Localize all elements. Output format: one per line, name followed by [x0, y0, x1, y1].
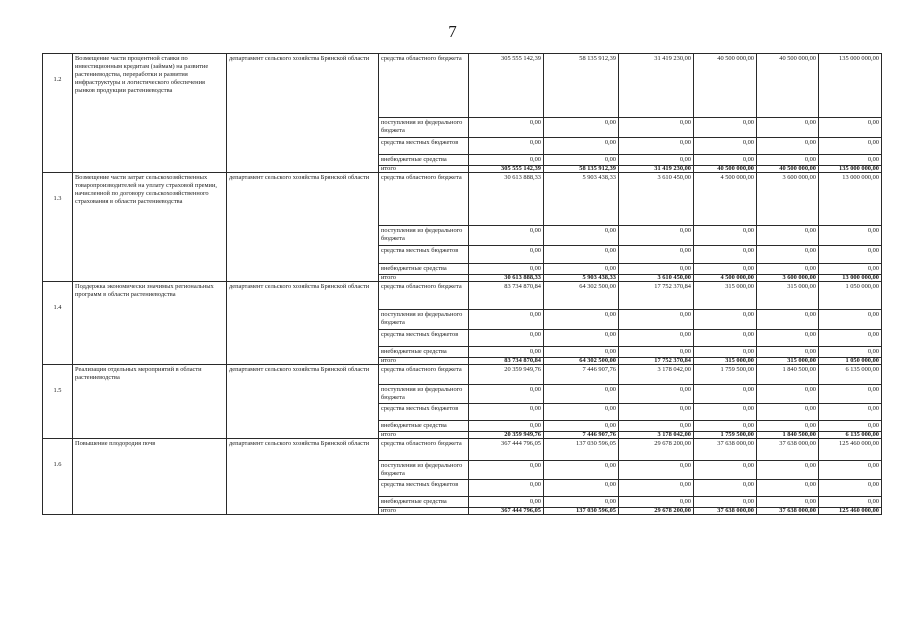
- amount-cell: 30 613 888,33: [469, 173, 544, 226]
- item-number: 1.4: [43, 282, 73, 365]
- amount-cell: 0,00: [619, 246, 694, 264]
- amount-cell: 1 759 500,00: [694, 365, 757, 385]
- amount-cell: 0,00: [619, 404, 694, 421]
- budget-table-body: [43, 54, 882, 515]
- amount-cell: 0,00: [694, 264, 757, 275]
- amount-cell: 40 500 000,00: [757, 54, 819, 118]
- amount-cell: 4 500 000,00: [694, 173, 757, 226]
- funding-source-label: средства областного бюджета: [379, 439, 469, 461]
- amount-cell: 83 734 870,84: [469, 358, 544, 365]
- amount-cell: 0,00: [819, 264, 882, 275]
- amount-cell: 37 638 000,00: [757, 439, 819, 461]
- amount-cell: 3 600 000,00: [757, 173, 819, 226]
- amount-cell: 0,00: [619, 330, 694, 347]
- amount-cell: 29 678 200,00: [619, 508, 694, 515]
- amount-cell: 0,00: [544, 310, 619, 330]
- funding-source-label: поступления из федерального бюджета: [379, 310, 469, 330]
- amount-cell: 40 500 000,00: [757, 166, 819, 173]
- amount-cell: 135 000 000,00: [819, 166, 882, 173]
- amount-cell: 3 178 042,00: [619, 432, 694, 439]
- funding-source-label: итого: [379, 432, 469, 439]
- amount-cell: 0,00: [694, 461, 757, 480]
- item-number: 1.5: [43, 365, 73, 439]
- amount-cell: 0,00: [544, 404, 619, 421]
- amount-cell: 7 446 907,76: [544, 432, 619, 439]
- amount-cell: 0,00: [757, 246, 819, 264]
- amount-cell: 1 840 500,00: [757, 432, 819, 439]
- amount-cell: 0,00: [694, 310, 757, 330]
- amount-cell: 305 555 142,39: [469, 166, 544, 173]
- amount-cell: 0,00: [469, 421, 544, 432]
- amount-cell: 0,00: [694, 385, 757, 404]
- amount-cell: 31 419 230,00: [619, 54, 694, 118]
- amount-cell: 7 446 907,76: [544, 365, 619, 385]
- amount-cell: 315 000,00: [757, 282, 819, 310]
- amount-cell: 1 050 000,00: [819, 282, 882, 310]
- amount-cell: 0,00: [469, 118, 544, 138]
- amount-cell: 0,00: [819, 347, 882, 358]
- amount-cell: 0,00: [819, 404, 882, 421]
- funding-source-label: итого: [379, 275, 469, 282]
- amount-cell: 29 678 200,00: [619, 439, 694, 461]
- amount-cell: 0,00: [819, 226, 882, 246]
- amount-cell: 0,00: [544, 264, 619, 275]
- amount-cell: 0,00: [757, 264, 819, 275]
- measure-description: Возмещение части затрат сельскохозяйственных товаропроизводителей на уплату страховой премии, начисленной по договору сельскохозяйственного страхования в области растениеводства: [73, 173, 227, 282]
- amount-cell: 0,00: [819, 155, 882, 166]
- amount-cell: 20 359 949,76: [469, 365, 544, 385]
- amount-cell: 0,00: [757, 226, 819, 246]
- amount-cell: 0,00: [694, 480, 757, 497]
- funding-source-label: внебюджетные средства: [379, 264, 469, 275]
- amount-cell: 0,00: [819, 480, 882, 497]
- amount-cell: 0,00: [819, 246, 882, 264]
- amount-cell: 0,00: [694, 246, 757, 264]
- amount-cell: 0,00: [694, 138, 757, 155]
- amount-cell: 137 030 596,05: [544, 439, 619, 461]
- amount-cell: 0,00: [757, 461, 819, 480]
- item-number: 1.2: [43, 54, 73, 173]
- amount-cell: 0,00: [757, 155, 819, 166]
- amount-cell: 125 460 000,00: [819, 439, 882, 461]
- amount-cell: 0,00: [694, 330, 757, 347]
- funding-source-label: средства областного бюджета: [379, 54, 469, 118]
- amount-cell: 0,00: [694, 226, 757, 246]
- amount-cell: 0,00: [619, 264, 694, 275]
- amount-cell: 83 734 870,84: [469, 282, 544, 310]
- amount-cell: 0,00: [694, 347, 757, 358]
- amount-cell: 0,00: [469, 226, 544, 246]
- amount-cell: 0,00: [694, 421, 757, 432]
- amount-cell: 37 638 000,00: [694, 439, 757, 461]
- source-row: [43, 282, 882, 310]
- amount-cell: 0,00: [469, 330, 544, 347]
- amount-cell: 315 000,00: [694, 282, 757, 310]
- amount-cell: 64 302 500,00: [544, 358, 619, 365]
- funding-source-label: поступления из федерального бюджета: [379, 118, 469, 138]
- amount-cell: 0,00: [757, 330, 819, 347]
- amount-cell: 0,00: [757, 480, 819, 497]
- amount-cell: 64 302 500,00: [544, 282, 619, 310]
- funding-source-label: итого: [379, 166, 469, 173]
- amount-cell: 137 030 596,05: [544, 508, 619, 515]
- amount-cell: 0,00: [619, 155, 694, 166]
- funding-source-label: средства областного бюджета: [379, 365, 469, 385]
- amount-cell: 37 638 000,00: [694, 508, 757, 515]
- amount-cell: 0,00: [544, 480, 619, 497]
- amount-cell: 0,00: [619, 226, 694, 246]
- amount-cell: 0,00: [469, 461, 544, 480]
- item-number: 1.6: [43, 439, 73, 515]
- amount-cell: 3 600 000,00: [757, 275, 819, 282]
- amount-cell: 135 000 000,00: [819, 54, 882, 118]
- funding-source-label: внебюджетные средства: [379, 155, 469, 166]
- amount-cell: 0,00: [757, 385, 819, 404]
- amount-cell: 31 419 230,00: [619, 166, 694, 173]
- amount-cell: 0,00: [619, 347, 694, 358]
- amount-cell: 3 610 450,00: [619, 173, 694, 226]
- page-number: 7: [448, 22, 457, 41]
- amount-cell: 4 500 000,00: [694, 275, 757, 282]
- amount-cell: 0,00: [819, 385, 882, 404]
- amount-cell: 0,00: [819, 310, 882, 330]
- funding-source-label: средства областного бюджета: [379, 173, 469, 226]
- amount-cell: 0,00: [694, 404, 757, 421]
- amount-cell: 0,00: [469, 347, 544, 358]
- amount-cell: 0,00: [544, 461, 619, 480]
- source-row: [43, 365, 882, 385]
- amount-cell: 0,00: [469, 385, 544, 404]
- amount-cell: 0,00: [757, 138, 819, 155]
- amount-cell: 0,00: [469, 264, 544, 275]
- amount-cell: 1 759 500,00: [694, 432, 757, 439]
- funding-source-label: средства местных бюджетов: [379, 138, 469, 155]
- amount-cell: 13 000 000,00: [819, 173, 882, 226]
- funding-source-label: средства местных бюджетов: [379, 246, 469, 264]
- responsible-executor: департамент сельского хозяйства Брянской области: [227, 54, 379, 173]
- amount-cell: 3 178 042,00: [619, 365, 694, 385]
- amount-cell: 58 135 912,39: [544, 166, 619, 173]
- item-number: 1.3: [43, 173, 73, 282]
- amount-cell: 0,00: [757, 310, 819, 330]
- funding-source-label: средства местных бюджетов: [379, 404, 469, 421]
- amount-cell: 0,00: [469, 310, 544, 330]
- amount-cell: 0,00: [469, 155, 544, 166]
- amount-cell: 0,00: [619, 461, 694, 480]
- amount-cell: 0,00: [469, 246, 544, 264]
- funding-source-label: поступления из федерального бюджета: [379, 461, 469, 480]
- amount-cell: 367 444 796,05: [469, 439, 544, 461]
- amount-cell: 0,00: [619, 310, 694, 330]
- amount-cell: 0,00: [469, 497, 544, 508]
- amount-cell: 0,00: [619, 118, 694, 138]
- amount-cell: 0,00: [757, 404, 819, 421]
- amount-cell: 17 752 370,84: [619, 282, 694, 310]
- amount-cell: 0,00: [619, 480, 694, 497]
- amount-cell: 0,00: [469, 480, 544, 497]
- amount-cell: 0,00: [469, 404, 544, 421]
- amount-cell: 0,00: [619, 385, 694, 404]
- amount-cell: 305 555 142,39: [469, 54, 544, 118]
- amount-cell: 0,00: [819, 138, 882, 155]
- amount-cell: 0,00: [819, 497, 882, 508]
- amount-cell: 0,00: [544, 138, 619, 155]
- amount-cell: 3 610 450,00: [619, 275, 694, 282]
- amount-cell: 0,00: [544, 226, 619, 246]
- amount-cell: 0,00: [694, 118, 757, 138]
- amount-cell: 0,00: [469, 138, 544, 155]
- responsible-executor: департамент сельского хозяйства Брянской области: [227, 365, 379, 439]
- funding-source-label: средства местных бюджетов: [379, 330, 469, 347]
- amount-cell: 0,00: [757, 421, 819, 432]
- amount-cell: 0,00: [544, 155, 619, 166]
- amount-cell: 0,00: [694, 155, 757, 166]
- amount-cell: 0,00: [819, 330, 882, 347]
- amount-cell: 30 613 888,33: [469, 275, 544, 282]
- amount-cell: 0,00: [544, 330, 619, 347]
- amount-cell: 17 752 370,84: [619, 358, 694, 365]
- amount-cell: 0,00: [544, 246, 619, 264]
- measure-description: Повышение плодородия почв: [73, 439, 227, 515]
- source-row: [43, 439, 882, 461]
- amount-cell: 1 050 000,00: [819, 358, 882, 365]
- amount-cell: 0,00: [619, 421, 694, 432]
- measure-description: Реализация отдельных мероприятий в области растениеводства: [73, 365, 227, 439]
- amount-cell: 0,00: [544, 347, 619, 358]
- funding-source-label: итого: [379, 358, 469, 365]
- amount-cell: 13 000 000,00: [819, 275, 882, 282]
- funding-source-label: внебюджетные средства: [379, 421, 469, 432]
- amount-cell: 37 638 000,00: [757, 508, 819, 515]
- amount-cell: 125 460 000,00: [819, 508, 882, 515]
- responsible-executor: департамент сельского хозяйства Брянской области: [227, 282, 379, 365]
- amount-cell: 0,00: [544, 497, 619, 508]
- source-row: [43, 173, 882, 226]
- funding-source-label: внебюджетные средства: [379, 497, 469, 508]
- responsible-executor: департамент сельского хозяйства Брянской области: [227, 439, 379, 515]
- funding-source-label: итого: [379, 508, 469, 515]
- amount-cell: 315 000,00: [694, 358, 757, 365]
- amount-cell: 0,00: [619, 138, 694, 155]
- funding-source-label: средства областного бюджета: [379, 282, 469, 310]
- source-row: [43, 54, 882, 118]
- responsible-executor: департамент сельского хозяйства Брянской области: [227, 173, 379, 282]
- amount-cell: 0,00: [544, 385, 619, 404]
- budget-table: [42, 53, 882, 515]
- funding-source-label: внебюджетные средства: [379, 347, 469, 358]
- amount-cell: 0,00: [757, 347, 819, 358]
- amount-cell: 0,00: [757, 497, 819, 508]
- amount-cell: 0,00: [694, 497, 757, 508]
- measure-description: Возмещение части процентной ставки по инвестиционным кредитам (займам) на развитие растениеводства, переработки и развития инфраструктуры и логистического обеспечения рынков продукции растениеводства: [73, 54, 227, 173]
- amount-cell: 6 135 000,00: [819, 365, 882, 385]
- amount-cell: 0,00: [544, 118, 619, 138]
- amount-cell: 20 359 949,76: [469, 432, 544, 439]
- amount-cell: 0,00: [757, 118, 819, 138]
- amount-cell: 5 903 438,33: [544, 173, 619, 226]
- measure-description: Поддержка экономически значимых региональных программ в области растениеводства: [73, 282, 227, 365]
- funding-source-label: поступления из федерального бюджета: [379, 385, 469, 404]
- funding-source-label: поступления из федерального бюджета: [379, 226, 469, 246]
- amount-cell: 40 500 000,00: [694, 166, 757, 173]
- amount-cell: 5 903 438,33: [544, 275, 619, 282]
- amount-cell: 0,00: [819, 421, 882, 432]
- amount-cell: 58 135 912,39: [544, 54, 619, 118]
- amount-cell: 1 840 500,00: [757, 365, 819, 385]
- amount-cell: 0,00: [544, 421, 619, 432]
- amount-cell: 367 444 796,05: [469, 508, 544, 515]
- amount-cell: 6 135 000,00: [819, 432, 882, 439]
- amount-cell: 0,00: [619, 497, 694, 508]
- amount-cell: 315 000,00: [757, 358, 819, 365]
- amount-cell: 0,00: [819, 461, 882, 480]
- funding-source-label: средства местных бюджетов: [379, 480, 469, 497]
- amount-cell: 40 500 000,00: [694, 54, 757, 118]
- amount-cell: 0,00: [819, 118, 882, 138]
